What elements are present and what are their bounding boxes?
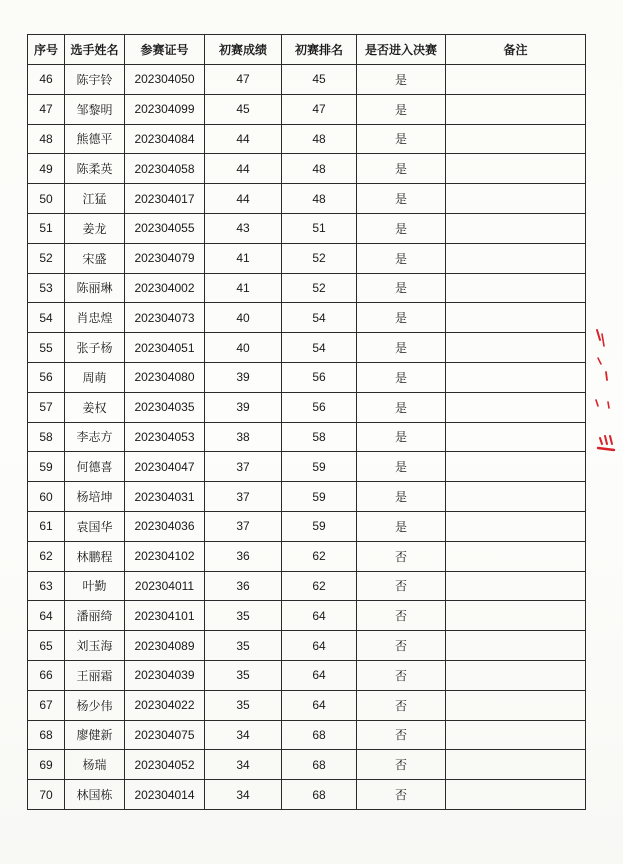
table-row xyxy=(28,303,586,333)
cell-score: 36 xyxy=(205,541,282,571)
cell-seq: 64 xyxy=(28,601,65,631)
cell-rank: 54 xyxy=(282,303,357,333)
cell-id: 202304099 xyxy=(125,94,205,124)
table-row xyxy=(28,333,586,363)
cell-name: 杨少伟 xyxy=(65,690,125,720)
cell-final: 是 xyxy=(357,452,446,482)
cell-name: 廖健新 xyxy=(65,720,125,750)
cell-final: 否 xyxy=(357,750,446,780)
cell-score: 34 xyxy=(205,780,282,810)
table-row xyxy=(28,660,586,690)
cell-final: 是 xyxy=(357,511,446,541)
table-row xyxy=(28,720,586,750)
table-row xyxy=(28,213,586,243)
cell-note xyxy=(446,452,586,482)
cell-score: 39 xyxy=(205,362,282,392)
cell-final: 否 xyxy=(357,541,446,571)
results-table xyxy=(27,34,586,810)
cell-id: 202304017 xyxy=(125,184,205,214)
cell-rank: 51 xyxy=(282,213,357,243)
cell-id: 202304053 xyxy=(125,422,205,452)
cell-final: 是 xyxy=(357,333,446,363)
cell-note xyxy=(446,124,586,154)
cell-name: 肖忠煌 xyxy=(65,303,125,333)
cell-final: 是 xyxy=(357,94,446,124)
table-row xyxy=(28,690,586,720)
cell-rank: 64 xyxy=(282,631,357,661)
cell-seq: 59 xyxy=(28,452,65,482)
cell-rank: 68 xyxy=(282,750,357,780)
cell-id: 202304051 xyxy=(125,333,205,363)
cell-score: 35 xyxy=(205,601,282,631)
cell-note xyxy=(446,720,586,750)
cell-seq: 50 xyxy=(28,184,65,214)
cell-seq: 46 xyxy=(28,65,65,95)
cell-name: 江猛 xyxy=(65,184,125,214)
cell-rank: 52 xyxy=(282,243,357,273)
table-body xyxy=(28,65,586,810)
cell-id: 202304084 xyxy=(125,124,205,154)
cell-rank: 59 xyxy=(282,511,357,541)
cell-name: 姜龙 xyxy=(65,213,125,243)
cell-id: 202304089 xyxy=(125,631,205,661)
cell-name: 王丽霜 xyxy=(65,660,125,690)
cell-rank: 48 xyxy=(282,154,357,184)
cell-rank: 52 xyxy=(282,273,357,303)
header-id: 参赛证号 xyxy=(125,35,205,65)
cell-seq: 57 xyxy=(28,392,65,422)
cell-rank: 56 xyxy=(282,392,357,422)
cell-seq: 65 xyxy=(28,631,65,661)
cell-name: 袁国华 xyxy=(65,511,125,541)
table-row xyxy=(28,94,586,124)
cell-note xyxy=(446,422,586,452)
table-row xyxy=(28,631,586,661)
cell-name: 李志方 xyxy=(65,422,125,452)
cell-seq: 60 xyxy=(28,482,65,512)
table-row xyxy=(28,273,586,303)
cell-score: 35 xyxy=(205,631,282,661)
cell-final: 否 xyxy=(357,631,446,661)
cell-note xyxy=(446,690,586,720)
cell-rank: 62 xyxy=(282,571,357,601)
cell-rank: 48 xyxy=(282,124,357,154)
cell-note xyxy=(446,333,586,363)
table-row xyxy=(28,243,586,273)
cell-final: 是 xyxy=(357,482,446,512)
cell-final: 是 xyxy=(357,184,446,214)
cell-score: 37 xyxy=(205,511,282,541)
cell-note xyxy=(446,601,586,631)
cell-name: 叶勤 xyxy=(65,571,125,601)
cell-id: 202304058 xyxy=(125,154,205,184)
cell-name: 刘玉海 xyxy=(65,631,125,661)
cell-id: 202304036 xyxy=(125,511,205,541)
table-row xyxy=(28,541,586,571)
cell-score: 40 xyxy=(205,303,282,333)
header-name: 选手姓名 xyxy=(65,35,125,65)
cell-score: 45 xyxy=(205,94,282,124)
cell-rank: 68 xyxy=(282,780,357,810)
cell-final: 是 xyxy=(357,392,446,422)
cell-rank: 64 xyxy=(282,601,357,631)
cell-note xyxy=(446,541,586,571)
table-row xyxy=(28,392,586,422)
cell-score: 40 xyxy=(205,333,282,363)
cell-rank: 45 xyxy=(282,65,357,95)
table-row xyxy=(28,571,586,601)
cell-note xyxy=(446,511,586,541)
cell-name: 姜权 xyxy=(65,392,125,422)
cell-final: 是 xyxy=(357,124,446,154)
cell-final: 是 xyxy=(357,303,446,333)
cell-seq: 58 xyxy=(28,422,65,452)
cell-note xyxy=(446,780,586,810)
cell-seq: 66 xyxy=(28,660,65,690)
cell-rank: 62 xyxy=(282,541,357,571)
cell-final: 是 xyxy=(357,154,446,184)
cell-name: 陈丽琳 xyxy=(65,273,125,303)
cell-score: 34 xyxy=(205,720,282,750)
cell-note xyxy=(446,65,586,95)
cell-rank: 56 xyxy=(282,362,357,392)
cell-note xyxy=(446,213,586,243)
red-ink-marks xyxy=(594,328,618,468)
cell-id: 202304031 xyxy=(125,482,205,512)
header-seq: 序号 xyxy=(28,35,65,65)
cell-id: 202304075 xyxy=(125,720,205,750)
cell-note xyxy=(446,94,586,124)
cell-seq: 63 xyxy=(28,571,65,601)
cell-name: 杨培坤 xyxy=(65,482,125,512)
cell-name: 潘丽绮 xyxy=(65,601,125,631)
table-row xyxy=(28,184,586,214)
cell-name: 邹黎明 xyxy=(65,94,125,124)
cell-score: 37 xyxy=(205,452,282,482)
cell-score: 44 xyxy=(205,184,282,214)
cell-seq: 68 xyxy=(28,720,65,750)
cell-note xyxy=(446,273,586,303)
cell-id: 202304080 xyxy=(125,362,205,392)
cell-name: 林国栋 xyxy=(65,780,125,810)
cell-note xyxy=(446,750,586,780)
table-header xyxy=(28,35,586,65)
cell-id: 202304073 xyxy=(125,303,205,333)
header-row xyxy=(28,35,586,65)
cell-rank: 58 xyxy=(282,422,357,452)
cell-name: 陈宇铃 xyxy=(65,65,125,95)
cell-final: 是 xyxy=(357,422,446,452)
cell-note xyxy=(446,303,586,333)
cell-rank: 64 xyxy=(282,690,357,720)
cell-note xyxy=(446,184,586,214)
cell-seq: 62 xyxy=(28,541,65,571)
cell-note xyxy=(446,362,586,392)
cell-score: 39 xyxy=(205,392,282,422)
cell-id: 202304079 xyxy=(125,243,205,273)
table-row xyxy=(28,154,586,184)
cell-rank: 59 xyxy=(282,452,357,482)
cell-seq: 48 xyxy=(28,124,65,154)
table-row xyxy=(28,750,586,780)
table-row xyxy=(28,65,586,95)
cell-rank: 47 xyxy=(282,94,357,124)
cell-final: 是 xyxy=(357,362,446,392)
cell-name: 陈柔英 xyxy=(65,154,125,184)
cell-score: 36 xyxy=(205,571,282,601)
cell-score: 43 xyxy=(205,213,282,243)
cell-seq: 49 xyxy=(28,154,65,184)
cell-score: 41 xyxy=(205,273,282,303)
cell-name: 杨瑞 xyxy=(65,750,125,780)
cell-rank: 59 xyxy=(282,482,357,512)
cell-final: 是 xyxy=(357,243,446,273)
cell-final: 是 xyxy=(357,213,446,243)
cell-score: 47 xyxy=(205,65,282,95)
cell-id: 202304052 xyxy=(125,750,205,780)
table-row xyxy=(28,511,586,541)
cell-rank: 68 xyxy=(282,720,357,750)
cell-name: 何德喜 xyxy=(65,452,125,482)
cell-seq: 70 xyxy=(28,780,65,810)
header-score: 初赛成绩 xyxy=(205,35,282,65)
cell-seq: 51 xyxy=(28,213,65,243)
cell-final: 否 xyxy=(357,660,446,690)
cell-seq: 52 xyxy=(28,243,65,273)
cell-seq: 56 xyxy=(28,362,65,392)
cell-id: 202304101 xyxy=(125,601,205,631)
cell-score: 44 xyxy=(205,124,282,154)
header-note: 备注 xyxy=(446,35,586,65)
cell-note xyxy=(446,482,586,512)
cell-name: 林鹏程 xyxy=(65,541,125,571)
cell-seq: 54 xyxy=(28,303,65,333)
cell-final: 否 xyxy=(357,601,446,631)
cell-final: 是 xyxy=(357,273,446,303)
cell-score: 38 xyxy=(205,422,282,452)
cell-rank: 64 xyxy=(282,660,357,690)
cell-name: 周萌 xyxy=(65,362,125,392)
cell-id: 202304050 xyxy=(125,65,205,95)
cell-seq: 55 xyxy=(28,333,65,363)
cell-name: 熊德平 xyxy=(65,124,125,154)
table-row xyxy=(28,601,586,631)
cell-rank: 54 xyxy=(282,333,357,363)
cell-seq: 53 xyxy=(28,273,65,303)
cell-final: 否 xyxy=(357,780,446,810)
cell-id: 202304022 xyxy=(125,690,205,720)
cell-score: 34 xyxy=(205,750,282,780)
cell-seq: 69 xyxy=(28,750,65,780)
cell-note xyxy=(446,243,586,273)
cell-final: 是 xyxy=(357,65,446,95)
cell-seq: 67 xyxy=(28,690,65,720)
header-rank: 初赛排名 xyxy=(282,35,357,65)
cell-id: 202304055 xyxy=(125,213,205,243)
cell-note xyxy=(446,571,586,601)
table-row xyxy=(28,780,586,810)
cell-seq: 47 xyxy=(28,94,65,124)
cell-rank: 48 xyxy=(282,184,357,214)
cell-score: 35 xyxy=(205,690,282,720)
cell-final: 否 xyxy=(357,720,446,750)
table-row xyxy=(28,362,586,392)
cell-score: 37 xyxy=(205,482,282,512)
header-final: 是否进入决赛 xyxy=(357,35,446,65)
cell-final: 否 xyxy=(357,690,446,720)
cell-id: 202304014 xyxy=(125,780,205,810)
cell-note xyxy=(446,392,586,422)
cell-id: 202304039 xyxy=(125,660,205,690)
cell-note xyxy=(446,154,586,184)
cell-seq: 61 xyxy=(28,511,65,541)
cell-score: 41 xyxy=(205,243,282,273)
cell-final: 否 xyxy=(357,571,446,601)
cell-name: 宋盛 xyxy=(65,243,125,273)
cell-id: 202304102 xyxy=(125,541,205,571)
table-row xyxy=(28,124,586,154)
cell-id: 202304011 xyxy=(125,571,205,601)
table-row xyxy=(28,422,586,452)
cell-id: 202304047 xyxy=(125,452,205,482)
cell-score: 44 xyxy=(205,154,282,184)
cell-note xyxy=(446,660,586,690)
cell-note xyxy=(446,631,586,661)
cell-score: 35 xyxy=(205,660,282,690)
table-row xyxy=(28,452,586,482)
cell-name: 张子杨 xyxy=(65,333,125,363)
cell-id: 202304035 xyxy=(125,392,205,422)
cell-id: 202304002 xyxy=(125,273,205,303)
table-row xyxy=(28,482,586,512)
